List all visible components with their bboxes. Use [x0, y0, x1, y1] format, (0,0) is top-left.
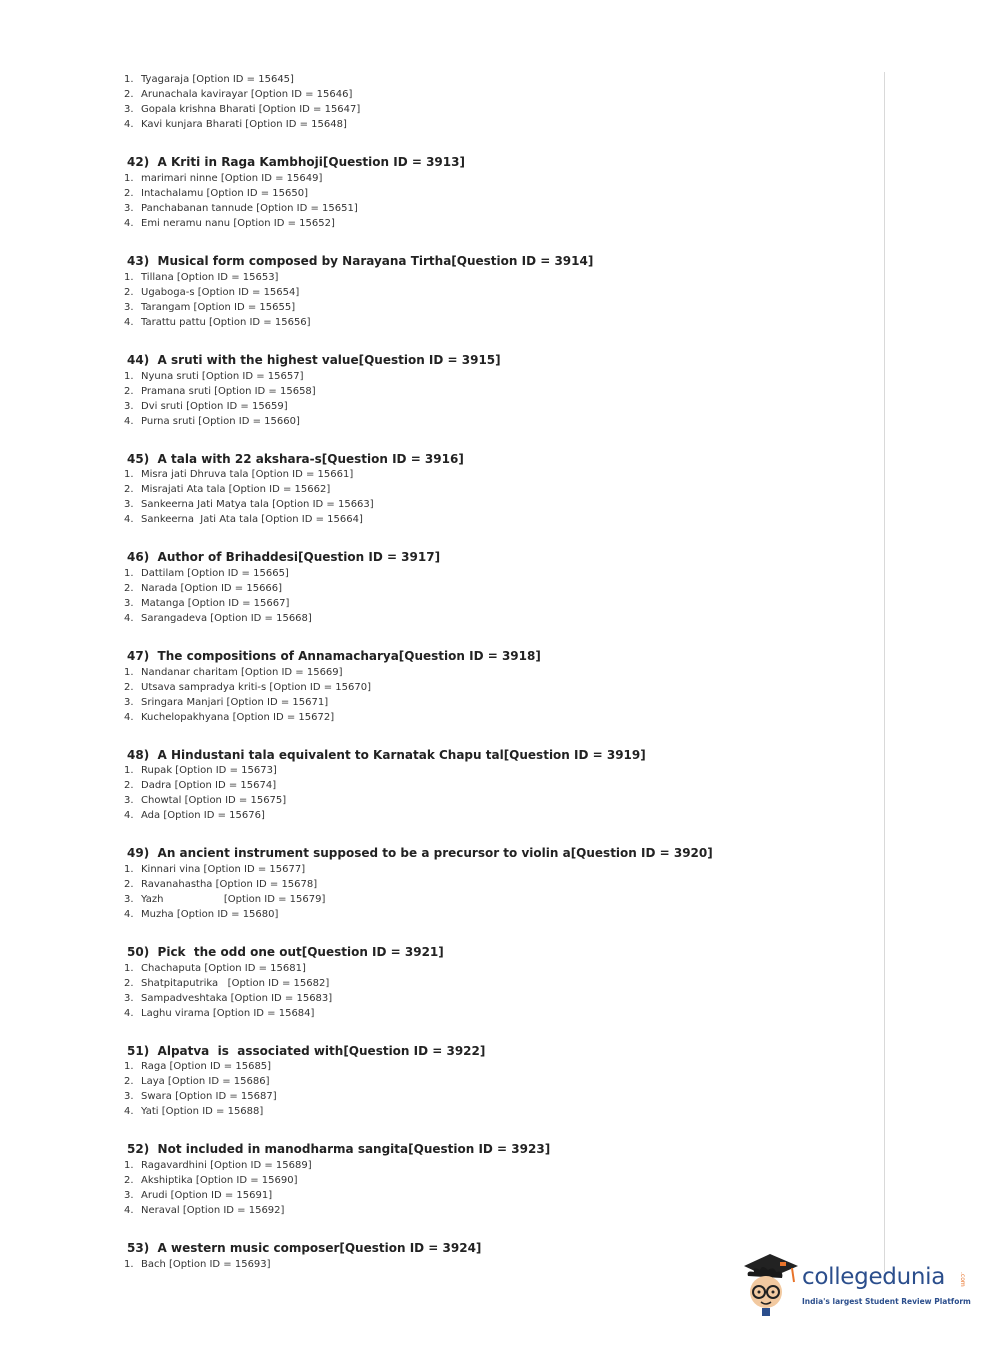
option-list — [124, 566, 312, 626]
collegedunia-logo — [740, 1248, 970, 1318]
list-item: 1. Ragavardhini [Option ID = 15689] — [124, 1160, 312, 1171]
question-title: 53) A western music composer[Question ID = 3924] — [127, 1241, 482, 1255]
list-item: 2. Laya [Option ID = 15686] — [124, 1076, 270, 1087]
question-title: 43) Musical form composed by Narayana Tirtha[Question ID = 3914] — [127, 254, 594, 268]
list-item: 1. Chachaputa [Option ID = 15681] — [124, 963, 306, 974]
top-option-list — [124, 72, 360, 132]
question-title: 51) Alpatva is associated with[Question ID = 3922] — [127, 1044, 486, 1058]
question-title: 52) Not included in manodharma sangita[Question ID = 3923] — [127, 1142, 551, 1156]
list-item: 4. Purna sruti [Option ID = 15660] — [124, 416, 300, 427]
list-item: 3. Sankeerna Jati Matya tala [Option ID = 15663] — [124, 499, 374, 510]
list-item: 1. Tyagaraja [Option ID = 15645] — [124, 74, 294, 85]
list-item: 3. Gopala krishna Bharati [Option ID = 15647] — [124, 104, 361, 115]
list-item: 3. Tarangam [Option ID = 15655] — [124, 302, 296, 313]
list-item: 4. Kavi kunjara Bharati [Option ID = 15648] — [124, 119, 347, 130]
list-item: 2. Narada [Option ID = 15666] — [124, 583, 283, 594]
list-item: 1. Raga [Option ID = 15685] — [124, 1061, 272, 1072]
right-margin-rule — [884, 72, 885, 1272]
list-item: 1. Bach [Option ID = 15693] — [124, 1259, 271, 1270]
list-item: 4. Kuchelopakhyana [Option ID = 15672] — [124, 712, 335, 723]
list-item: 2. Akshiptika [Option ID = 15690] — [124, 1175, 298, 1186]
list-item: 2. Pramana sruti [Option ID = 15658] — [124, 386, 316, 397]
list-item: 4. Yati [Option ID = 15688] — [124, 1106, 264, 1117]
question-title: 47) The compositions of Annamacharya[Question ID = 3918] — [127, 649, 541, 663]
option-list — [124, 1158, 312, 1218]
option-list — [124, 1059, 277, 1119]
option-list — [124, 270, 311, 330]
option-list — [124, 665, 371, 725]
list-item: 2. Shatpitaputrika [Option ID = 15682] — [124, 978, 330, 989]
option-list — [124, 763, 286, 823]
list-item: 1. Dattilam [Option ID = 15665] — [124, 568, 289, 579]
question-title: 44) A sruti with the highest value[Question ID = 3915] — [127, 353, 501, 367]
list-item: 3. Panchabanan tannude [Option ID = 15651] — [124, 203, 358, 214]
question-title: 50) Pick the odd one out[Question ID = 3921] — [127, 945, 444, 959]
list-item: 1. Rupak [Option ID = 15673] — [124, 765, 277, 776]
list-item: 1. Tillana [Option ID = 15653] — [124, 272, 279, 283]
question-title: 46) Author of Brihaddesi[Question ID = 3917] — [127, 550, 441, 564]
mascot-icon — [740, 1248, 802, 1318]
list-item: 3. Swara [Option ID = 15687] — [124, 1091, 277, 1102]
list-item: 4. Tarattu pattu [Option ID = 15656] — [124, 317, 311, 328]
list-item: 3. Sringara Manjari [Option ID = 15671] — [124, 697, 329, 708]
list-item: 2. Dadra [Option ID = 15674] — [124, 780, 277, 791]
option-list — [124, 961, 332, 1021]
list-item: 4. Emi neramu nanu [Option ID = 15652] — [124, 218, 335, 229]
list-item: 3. Sampadveshtaka [Option ID = 15683] — [124, 993, 333, 1004]
list-item: 4. Laghu virama [Option ID = 15684] — [124, 1008, 315, 1019]
option-list — [124, 369, 316, 429]
question-title: 45) A tala with 22 akshara-s[Question ID = 3916] — [127, 452, 464, 466]
list-item: 2. Ugaboga-s [Option ID = 15654] — [124, 287, 300, 298]
list-item: 4. Muzha [Option ID = 15680] — [124, 909, 279, 920]
list-item: 1. Nandanar charitam [Option ID = 15669] — [124, 667, 343, 678]
list-item: 1. Misra jati Dhruva tala [Option ID = 15661] — [124, 469, 354, 480]
brand-name: collegedunia — [802, 1264, 946, 1290]
option-list — [124, 467, 374, 527]
list-item: 1. marimari ninne [Option ID = 15649] — [124, 173, 323, 184]
brand-dotcom: .com — [959, 1272, 966, 1287]
question-title: 49) An ancient instrument supposed to be a precursor to violin a[Question ID = 3920] — [127, 846, 713, 860]
list-item: 3. Matanga [Option ID = 15667] — [124, 598, 290, 609]
list-item: 2. Ravanahastha [Option ID = 15678] — [124, 879, 318, 890]
list-item: 3. Yazh [Option ID = 15679] — [124, 894, 326, 905]
list-item: 4. Sarangadeva [Option ID = 15668] — [124, 613, 312, 624]
list-item: 4. Sankeerna Jati Ata tala [Option ID = 15664] — [124, 514, 363, 525]
list-item: 3. Arudi [Option ID = 15691] — [124, 1190, 273, 1201]
list-item: 3. Chowtal [Option ID = 15675] — [124, 795, 287, 806]
option-list — [124, 862, 325, 922]
question-title: 48) A Hindustani tala equivalent to Karnatak Chapu tal[Question ID = 3919] — [127, 748, 646, 762]
list-item: 2. Misrajati Ata tala [Option ID = 15662] — [124, 484, 331, 495]
list-item: 2. Arunachala kavirayar [Option ID = 15646] — [124, 89, 353, 100]
list-item: 1. Nyuna sruti [Option ID = 15657] — [124, 371, 304, 382]
list-item: 2. Intachalamu [Option ID = 15650] — [124, 188, 309, 199]
option-list — [124, 171, 358, 231]
option-list — [124, 1257, 271, 1272]
question-title: 42) A Kriti in Raga Kambhoji[Question ID = 3913] — [127, 155, 465, 169]
list-item: 4. Ada [Option ID = 15676] — [124, 810, 265, 821]
list-item: 3. Dvi sruti [Option ID = 15659] — [124, 401, 288, 412]
list-item: 2. Utsava sampradya kriti-s [Option ID = 15670] — [124, 682, 371, 693]
list-item: 1. Kinnari vina [Option ID = 15677] — [124, 864, 306, 875]
list-item: 4. Neraval [Option ID = 15692] — [124, 1205, 285, 1216]
brand-tagline: India's largest Student Review Platform — [802, 1297, 971, 1306]
